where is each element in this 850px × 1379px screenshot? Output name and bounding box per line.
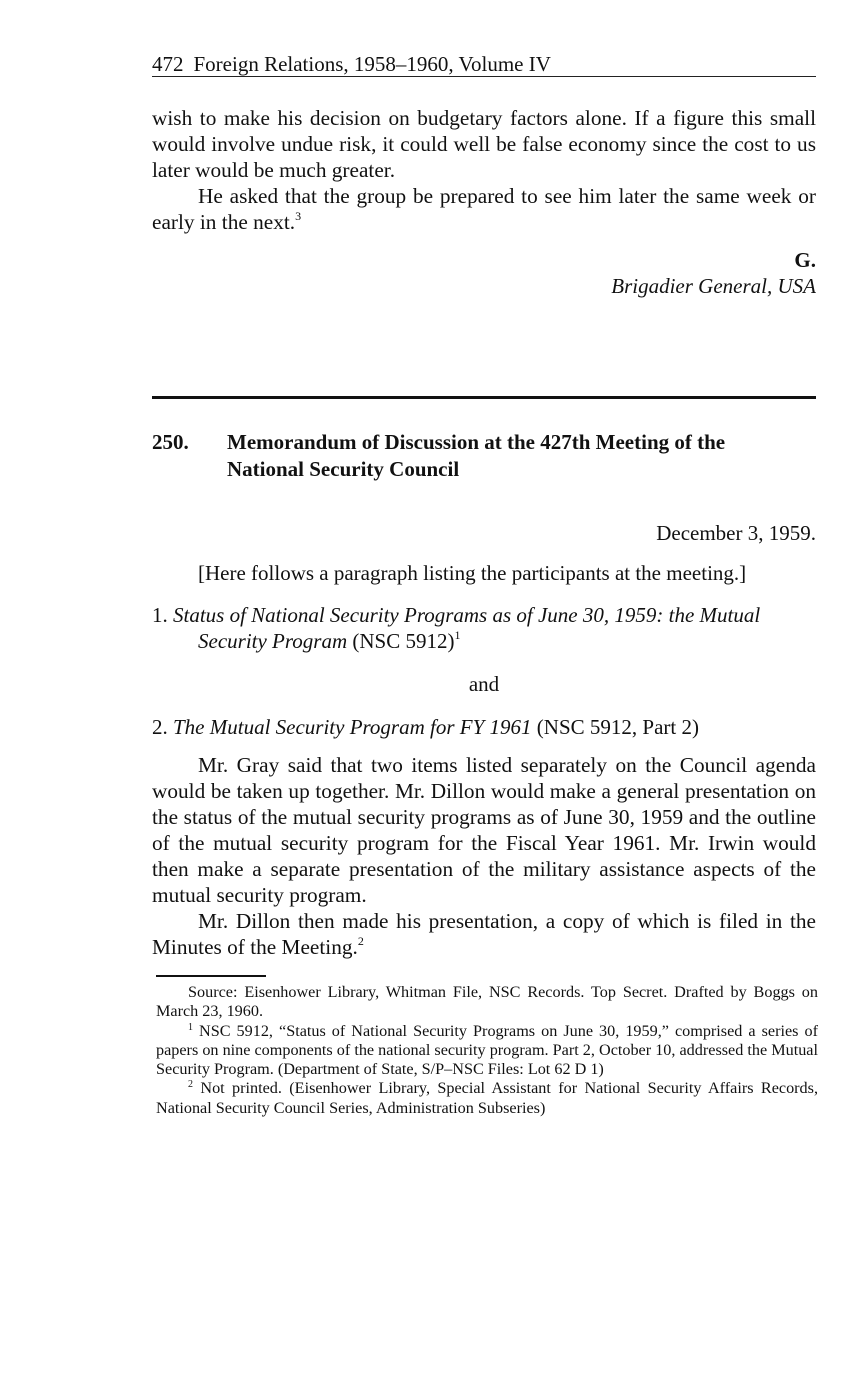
page-number: 472: [152, 52, 184, 76]
continuation-paragraph: wish to make his decision on budgetary factors alone. If a figure this small would involve undue risk, it could well be false economy since the cost to us later would be much greater.: [152, 106, 816, 182]
agenda-item-2-number: 2.: [152, 715, 168, 739]
signature-title: Brigadier General, USA: [611, 274, 816, 298]
discussion-paragraph-1: Mr. Gray said that two items listed separately on the Council agenda would be taken up together. Mr. Dillon would make a general presentation on the status of the mutual security programs as of June 30, 1959 and the outline of the mutual security program for the Fiscal Year 1961. Mr. Irwin would then make a separate presentation of the military assistance aspects of the mutual security program.: [152, 753, 816, 907]
closing-sentence: He asked that the group be prepared to see him later the same week or early in the next.: [152, 184, 816, 234]
signature-initial: G.: [794, 248, 816, 272]
agenda-item-1-title: Status of National Security Programs as of June 30, 1959: the Mutual Security Program: [173, 603, 761, 653]
agenda-item-2-title: The Mutual Security Program for FY 1961: [173, 715, 532, 739]
running-head: [152, 50, 816, 77]
agenda-item-2: [152, 714, 816, 740]
document-divider: [152, 396, 816, 399]
footnotes: [156, 983, 818, 1118]
discussion-text: [152, 752, 816, 960]
discussion-paragraph-2: [152, 908, 816, 960]
footnote-1: [156, 1022, 818, 1080]
footnote-ref-3: 3: [295, 209, 302, 223]
continuation-text: [152, 105, 816, 235]
footnote-2-mark: 2: [188, 1079, 193, 1091]
agenda-connector: and: [468, 672, 500, 696]
footnote-ref-2: 2: [357, 934, 364, 948]
document-number: 250.: [152, 430, 189, 454]
document-date: December 3, 1959.: [656, 521, 816, 545]
agenda-item-1-ref: (NSC 5912): [352, 629, 455, 653]
continuation-paragraph-closing: [152, 183, 816, 235]
agenda-item-1: [152, 602, 816, 654]
running-head-title: Foreign Relations, 1958–1960, Volume IV: [193, 52, 551, 76]
document-title: Memorandum of Discussion at the 427th Meeting of the National Security Council: [227, 430, 726, 481]
footnote-source: Source: Eisenhower Library, Whitman File, NSC Records. Top Secret. Drafted by Boggs on March 23, 1960.: [156, 983, 818, 1021]
footnote-2: [156, 1079, 818, 1118]
editorial-note: [Here follows a paragraph listing the participants at the meeting.]: [198, 561, 747, 585]
footnote-1-mark: 1: [188, 1021, 193, 1033]
agenda-item-1-number: 1.: [152, 603, 168, 627]
footnote-1-text: NSC 5912, “Status of National Security Programs on June 30, 1959,” comprised a series of papers on nine components of the national security program. Part 2, October 10, addressed the Mutual Security Program. (Department of State, S/P–NSC Files: Lot 62 D 1): [156, 1021, 818, 1079]
footnote-ref-1: 1: [454, 628, 461, 642]
footnote-2-text: Not printed. (Eisenhower Library, Special Assistant for National Security Affairs Records, National Security Council Series, Administration Subseries): [156, 1079, 818, 1117]
discussion-paragraph-2-text: Mr. Dillon then made his presentation, a copy of which is filed in the Minutes of the Meeting.: [152, 909, 816, 959]
footnote-divider: [156, 975, 266, 977]
agenda-item-2-ref: (NSC 5912, Part 2): [536, 715, 699, 739]
